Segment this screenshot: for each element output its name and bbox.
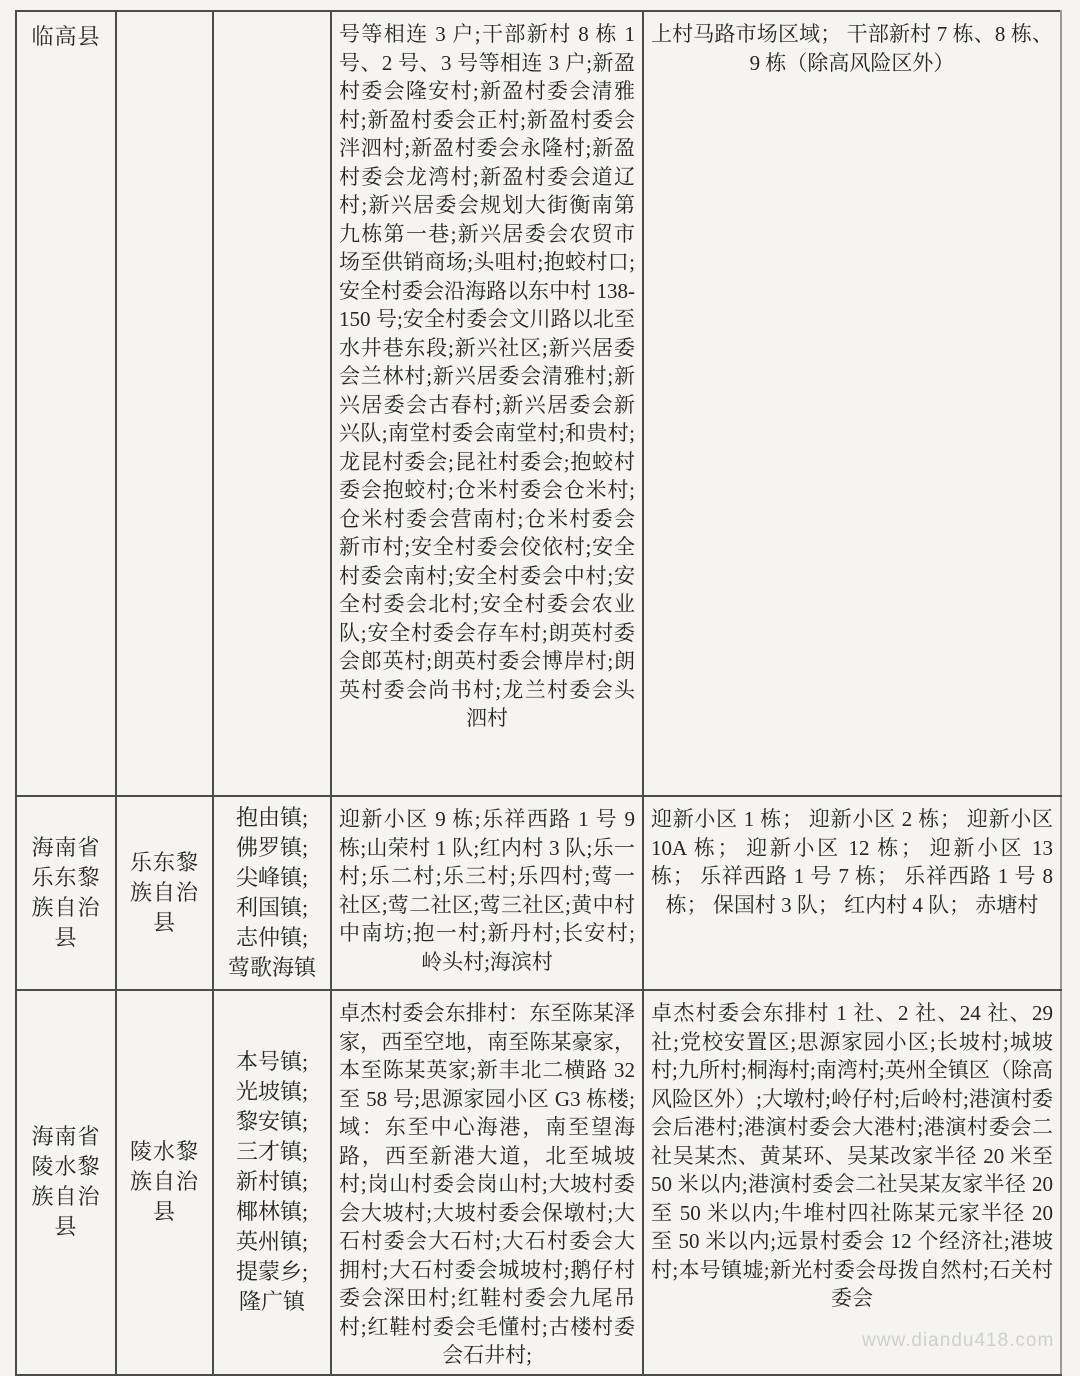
table-row: [16, 11, 1061, 796]
cell-r1-county: [116, 11, 213, 796]
cell-r1-towns: [213, 11, 331, 796]
risk-area-table: [15, 10, 1062, 1376]
cell-r2-areas-col5: 迎新小区 1 栋； 迎新小区 2 栋； 迎新小区 10A 栋； 迎新小区 12 栋； 迎新小区 13 栋； 乐祥西路 1 号 7 栋； 乐祥西路 1 号 8 栋； 保国村 3 队； 红内村 4 队； 赤塘村: [643, 796, 1061, 990]
cell-r2-towns: 抱由镇; 佛罗镇; 尖峰镇; 利国镇; 志仲镇; 莺歌海镇: [213, 796, 331, 990]
table-row: [16, 796, 1061, 990]
table-row: [16, 990, 1061, 1375]
cell-r3-towns: 本号镇; 光坡镇; 黎安镇; 三才镇; 新村镇; 椰林镇; 英州镇; 提蒙乡; 隆广镇: [213, 990, 331, 1375]
cell-r1-areas-col5: 上村马路市场区域； 干部新村 7 栋、8 栋、9 栋（除高风险区外）: [643, 11, 1061, 796]
watermark: www.diandu418.com: [862, 1330, 1055, 1351]
cell-r3-region: 海南省陵水黎族自治县: [16, 990, 116, 1375]
cell-r2-county: 乐东黎族自治县: [116, 796, 213, 990]
cell-r2-areas-col4: 迎新小区 9 栋;乐祥西路 1 号 9 栋;山荣村 1 队;红内村 3 队;乐一村;乐二村;乐三村;乐四村;莺一社区;莺二社区;莺三社区;黄中村中南坊;抱一村;新丹村;长安村;岭头村;海滨村: [331, 796, 643, 990]
cell-r1-areas-col4: 号等相连 3 户;干部新村 8 栋 1 号、2 号、3 号等相连 3 户;新盈村委会隆安村;新盈村委会清雅村;新盈村委会正村;新盈村委会泮泗村;新盈村委会永隆村;新盈村委会龙湾村;新盈村委会道辽村;新兴居委会规划大街衡南第九栋第一巷;新兴居委会农贸市场至供销商场;头咀村;抱蛟村口;安全村委会沿海路以东中村 138-150 号;安全村委会文川路以北至水井巷东段;新兴社区;新兴居委会兰林村;新兴居委会清雅村;新兴居委会古春村;新兴居委会新兴队;南堂村委会南堂村;和贵村;龙昆村委会;昆社村委会;抱蛟村委会抱蛟村;仓米村委会仓米村;仓米村委会营南村;仓米村委会新市村;安全村委会佼依村;安全村委会南村;安全村委会中村;安全村委会北村;安全村委会农业队;安全村委会存车村;朗英村委会郎英村;朗英村委会博岸村;朗英村委会尚书村;龙兰村委会头泗村: [331, 11, 643, 796]
cell-r3-county: 陵水黎族自治县: [116, 990, 213, 1375]
cell-r1-region: 临高县: [16, 11, 116, 796]
cell-r3-areas-col5: 卓杰村委会东排村 1 社、2 社、24 社、29 社;党校安置区;思源家园小区;长坡村;城坡村;九所村;桐海村;南湾村;英州全镇区（除高风险区外）;大墩村;岭仔村;后岭村;港演村委会后港村;港演村委会大港村;港演村委会二社吴某杰、黄某环、吴某改家半径 20 米至 50 米以内;港演村委会二社吴某友家半径 20 至 50 米以内;牛堆村四社陈某元家半径 20 至 50 米以内;远景村委会 12 个经济社;港坡村;本号镇墟;新光村委会母拨自然村;石关村委会: [643, 990, 1061, 1375]
cell-r2-region: 海南省乐东黎族自治县: [16, 796, 116, 990]
cell-r3-areas-col4: 卓杰村委会东排村：东至陈某泽家，西至空地，南至陈某豪家，本至陈某英家;新丰北二横路 32 至 58 号;思源家园小区 G3 栋楼;域：东至中心海港，南至望海路，西至新港大道，北至城坡村;岗山村委会岗山村;大坡村委会大坡村;大坡村委会保墩村;大石村委会大石村;大石村委会大拥村;大石村委会城坡村;鹅仔村委会深田村;红鞋村委会九尾吊村;红鞋村委会毛懂村;古楼村委会石井村;: [331, 990, 643, 1375]
